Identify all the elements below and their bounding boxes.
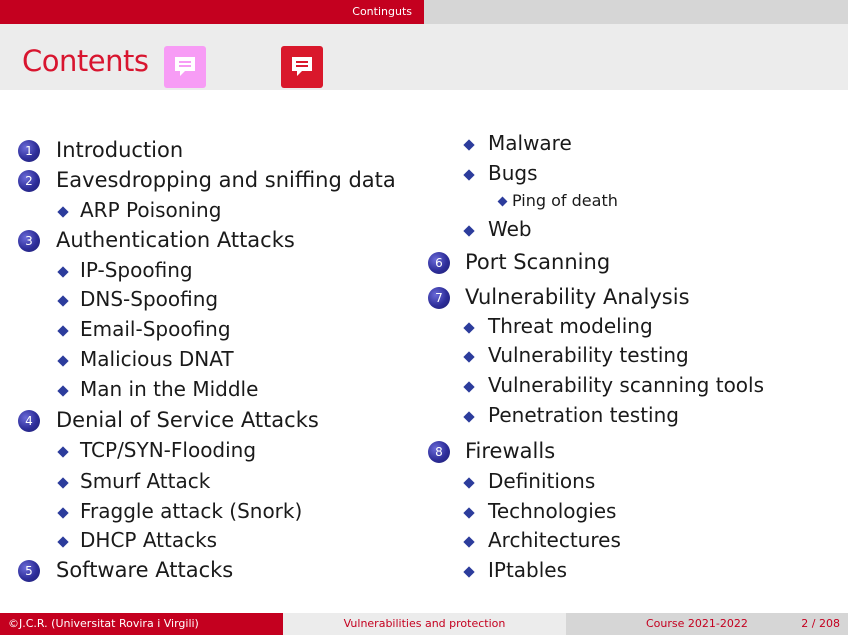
toc-item-label: Denial of Service Attacks [56, 408, 319, 432]
toc-item-label: Authentication Attacks [56, 228, 295, 252]
footer-course-info [566, 613, 848, 635]
top-navigation-bar [0, 0, 848, 24]
toc-item-label: Smurf Attack [80, 469, 211, 493]
toc-item-label: Firewalls [465, 439, 556, 463]
toc-item-label: Malicious DNAT [80, 347, 234, 371]
toc-item-label: Vulnerability testing [488, 343, 689, 367]
diamond-bullet-icon [57, 477, 68, 488]
toc-item-label: Eavesdropping and sniffing data [56, 168, 396, 192]
section-number-badge: 3 [18, 230, 40, 252]
diamond-bullet-icon [463, 411, 474, 422]
toc-item-label: Port Scanning [465, 250, 611, 274]
toc-item-label: ARP Poisoning [80, 198, 222, 222]
diamond-bullet-icon [498, 197, 508, 207]
toc-item-label: Man in the Middle [80, 377, 259, 401]
toc-item-label: Penetration testing [488, 403, 679, 427]
toc-item-label: Vulnerability scanning tools [488, 373, 765, 397]
diamond-bullet-icon [463, 351, 474, 362]
section-number-badge: 4 [18, 410, 40, 432]
section-number-badge: 5 [18, 560, 40, 582]
diamond-bullet-icon [463, 381, 474, 392]
diamond-bullet-icon [463, 322, 474, 333]
slide-title: Contents [22, 44, 149, 78]
section-number-badge: 1 [18, 140, 40, 162]
toc-item-label: Architectures [488, 528, 621, 552]
toc-item-label: Bugs [488, 161, 538, 185]
diamond-bullet-icon [57, 446, 68, 457]
footer-topic: Vulnerabilities and protection [283, 613, 566, 635]
section-number-badge: 8 [428, 441, 450, 463]
diamond-bullet-icon [57, 206, 68, 217]
section-number-badge: 7 [428, 287, 450, 309]
page-number: 2 / 208 [801, 617, 840, 630]
toc-item-label: Technologies [488, 499, 617, 523]
footer-author: ©J.C.R. (Universitat Rovira i Virgili) [0, 613, 283, 635]
footer-bar [0, 613, 848, 635]
diamond-bullet-icon [463, 169, 474, 180]
toc-item-label: TCP/SYN-Flooding [80, 438, 257, 462]
toc-item-label: Fraggle attack (Snork) [80, 499, 303, 523]
toc-item-label: IP-Spoofing [80, 258, 193, 282]
section-number-badge: 2 [18, 170, 40, 192]
toc-item-label: Introduction [56, 138, 184, 162]
toc-item-label: Email-Spoofing [80, 317, 231, 341]
diamond-bullet-icon [57, 355, 68, 366]
toc-item-label: Malware [488, 131, 572, 155]
toc-item-label: Software Attacks [56, 558, 234, 582]
diamond-bullet-icon [463, 507, 474, 518]
diamond-bullet-icon [57, 507, 68, 518]
comment-note-icon[interactable] [281, 46, 323, 88]
section-header[interactable]: Continguts [0, 0, 424, 24]
diamond-bullet-icon [57, 536, 68, 547]
diamond-bullet-icon [57, 385, 68, 396]
diamond-bullet-icon [57, 325, 68, 336]
diamond-bullet-icon [463, 477, 474, 488]
comment-note-icon[interactable] [164, 46, 206, 88]
toc-item-label: IPtables [488, 558, 568, 582]
toc-item-label: Vulnerability Analysis [465, 285, 690, 309]
diamond-bullet-icon [57, 295, 68, 306]
diamond-bullet-icon [463, 566, 474, 577]
footer-course: Course 2021-2022 [646, 617, 748, 630]
toc-item-label: Threat modeling [488, 314, 653, 338]
section-number-badge: 6 [428, 252, 450, 274]
toc-item-label: DHCP Attacks [80, 528, 218, 552]
toc-item-label: DNS-Spoofing [80, 287, 219, 311]
toc-item-label: Definitions [488, 469, 596, 493]
diamond-bullet-icon [463, 536, 474, 547]
diamond-bullet-icon [463, 139, 474, 150]
diamond-bullet-icon [463, 225, 474, 236]
diamond-bullet-icon [57, 266, 68, 277]
toc-item-label: Ping of death [512, 191, 618, 210]
toc-item-label: Web [488, 217, 532, 241]
